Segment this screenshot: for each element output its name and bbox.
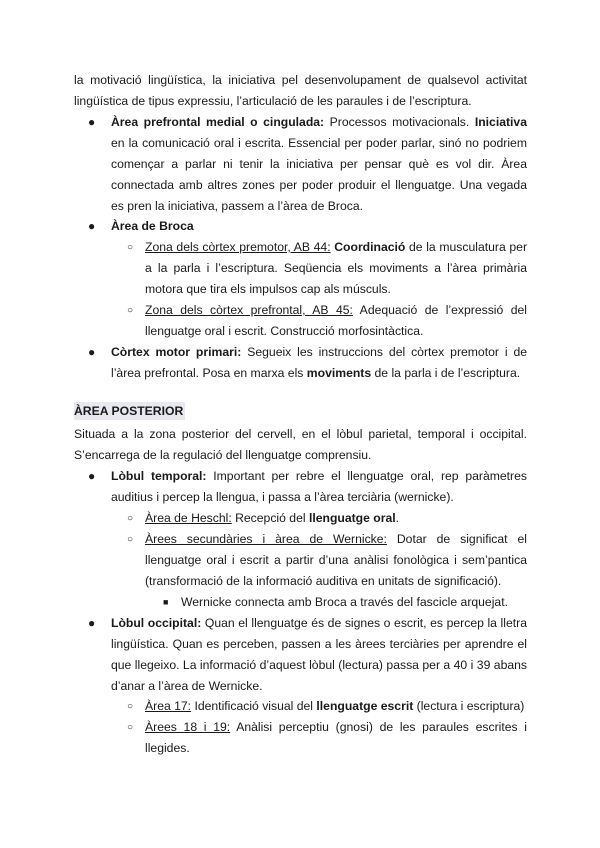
sub-item-label: Àrea 17:: [145, 699, 192, 713]
sub-item-label: Àrees 18 i 19:: [145, 720, 231, 734]
item-title: Lòbul occipital:: [111, 616, 202, 630]
list-item-motor: [111, 342, 527, 384]
circle-bullet-icon: ○: [127, 722, 134, 733]
sub-item-heschl: [145, 508, 527, 529]
item-text: .: [395, 511, 400, 525]
item-strong: llenguatge escrit: [316, 699, 414, 713]
item-strong: moviments: [306, 366, 372, 380]
bullet-icon: ●: [88, 345, 96, 359]
sub-item-label: Àrees secundàries i àrea de Wernicke:: [145, 532, 387, 546]
item-text: Processos motivacionals.: [324, 115, 475, 129]
section-intro: Situada a la zona posterior del cervell, en el lòbul parietal, temporal i occipital. S’encarrega de la regulació del llenguatge comprensiu.: [74, 427, 527, 462]
sub-item-label: Zona dels còrtex prefrontal, AB 45:: [145, 303, 353, 317]
item-text: de la parla i de l’escriptura.: [371, 366, 521, 380]
item-text: Dotar de significat el llenguatge oral i escrit a partir d’una anàlisi fonològica i sem’pantica (transformació de la informació auditiva en unitats de significació).: [145, 532, 527, 588]
item-text: Anàlisi perceptiu (gnosi) de les paraules escrites i llegides.: [145, 720, 528, 755]
item-text: Identificació visual del: [191, 699, 317, 713]
circle-bullet-icon: ○: [127, 513, 134, 524]
item-title: Àrea de Broca: [111, 219, 194, 233]
intro-paragraph: la motivació lingüística, la iniciativa pel desenvolupament de qualsevol activitat lingüística de tipus expressiu, l’articulació de les paraules i de l’escriptura.: [74, 73, 527, 108]
bullet-icon: ●: [88, 616, 96, 630]
circle-bullet-icon: ○: [127, 242, 134, 253]
item-title: Lòbul temporal:: [111, 469, 207, 483]
item-text: Quan el llenguatge és de signes o escrit, es percep la lletra lingüística. Quan es perceben, passen a les àrees terciàries per aprendre el que llegeixo. La informació d’aquest lòbul (lectura) passa per a 40 i 39 abans d’anar a l’àrea de Wernicke.: [111, 616, 527, 693]
sub-item-wernicke: [145, 529, 527, 592]
item-text: Recepció del: [231, 511, 309, 525]
item-text: Important per rebre el llenguatge oral, rep paràmetres auditius i percep la llengua, i passa a l’àrea terciària (wernicke).: [111, 469, 527, 504]
sub-item-area18-19: [145, 717, 527, 759]
item-strong: llenguatge oral: [308, 511, 396, 525]
sub-item-label: Àrea de Heschl:: [145, 511, 232, 525]
bullet-icon: ●: [88, 115, 96, 129]
sub-item-label: Zona dels còrtex premotor, AB 44:: [145, 240, 331, 254]
sub-item-area17: [145, 696, 527, 717]
section-heading: ÀREA POSTERIOR: [74, 404, 184, 418]
bullet-icon: ●: [88, 469, 96, 483]
bullet-icon: ●: [88, 219, 96, 233]
item-strong: Coordinació: [334, 240, 406, 254]
list-item-broca: [111, 216, 527, 237]
list-item-temporal: [111, 466, 527, 508]
item-text: en la comunicació oral i escrita. Essencial per poder parlar, sinó no podriem començar a parlar ni tenir la iniciativa per pensar què es vol dir. Àrea connectada amb altres zones per poder produir el llenguatge. Una vegada es pren la iniciativa, passem a l’àrea de Broca.: [111, 136, 527, 213]
item-text: (lectura i escriptura): [413, 699, 525, 713]
circle-bullet-icon: ○: [127, 534, 134, 545]
list-item-occipital: [111, 613, 527, 697]
list-item-prefrontal: [111, 112, 527, 217]
sub-sub-item-fascicle: Wernicke connecta amb Broca a través del fascicle arquejat.: [181, 595, 508, 609]
item-title: Àrea prefrontal medial o cingulada:: [111, 115, 325, 129]
square-bullet-icon: ■: [163, 597, 169, 607]
sub-item-ab44: [145, 237, 527, 300]
item-text: de la musculatura per a la parla i l’escriptura. Seqüencia els moviments a l’àrea primària motora que tira els impulsos cap als músculs.: [145, 240, 527, 296]
circle-bullet-icon: ○: [127, 701, 134, 712]
item-text: Segueix les instruccions del còrtex premotor i de l’àrea prefrontal. Posa en marxa els: [111, 345, 528, 380]
item-strong: Iniciativa: [474, 115, 527, 129]
circle-bullet-icon: ○: [127, 305, 134, 316]
item-title: Còrtex motor primari:: [111, 345, 242, 359]
item-text: Adequació de l’expressió del llenguatge oral i escrit. Construcció morfosintàctica.: [145, 303, 527, 338]
sub-item-ab45: [145, 300, 527, 342]
